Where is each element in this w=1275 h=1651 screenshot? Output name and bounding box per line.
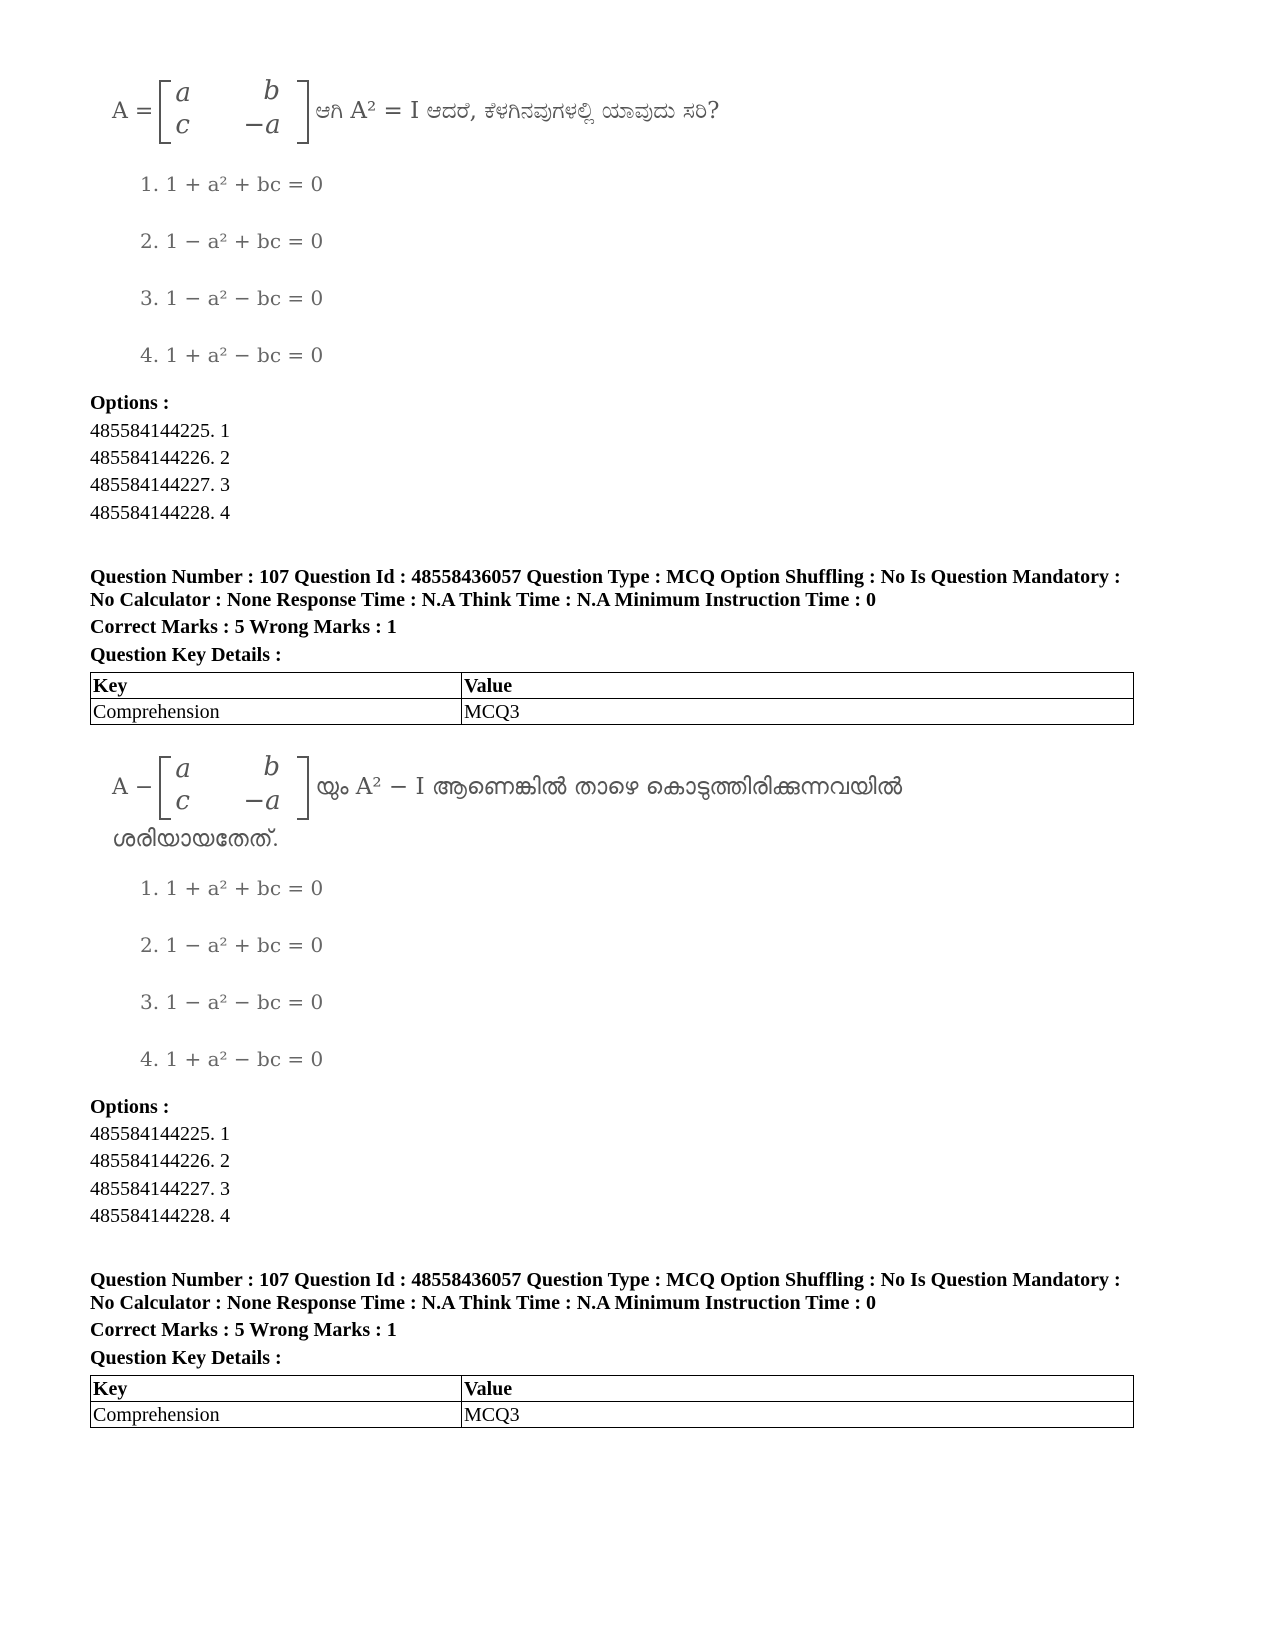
marks-line: Correct Marks : 5 Wrong Marks : 1 — [90, 616, 397, 638]
choice-3: 3. 1 − a² − bc = 0 — [140, 286, 324, 310]
matrix-label: A − — [112, 774, 154, 800]
option-line: 485584144228. 4 — [90, 1205, 230, 1227]
statement-text-continued: ശരിയായതേത്. — [112, 826, 279, 851]
question-image-malayalam — [112, 752, 1012, 852]
marks-line: Correct Marks : 5 Wrong Marks : 1 — [90, 1319, 397, 1341]
options-heading: Options : — [90, 392, 170, 414]
choice-4: 4. 1 + a² − bc = 0 — [140, 1047, 324, 1071]
header-value: Value — [462, 673, 1134, 699]
choice-4: 4. 1 + a² − bc = 0 — [140, 343, 324, 367]
choice-1: 1. 1 + a² + bc = 0 — [140, 172, 324, 196]
matrix-cell-d: −a — [243, 786, 281, 816]
key-details-table — [90, 672, 1134, 725]
table-row — [91, 1402, 1134, 1428]
question-statement — [112, 752, 1012, 822]
choice-3: 3. 1 − a² − bc = 0 — [140, 990, 324, 1014]
meta-line-2: No Calculator : None Response Time : N.A Think Time : N.A Minimum Instruction Time : 0 — [90, 1292, 876, 1314]
header-value: Value — [462, 1376, 1134, 1402]
table-header-row — [91, 673, 1134, 699]
question-image-kannada — [112, 76, 1012, 146]
header-key: Key — [91, 673, 462, 699]
matrix-cell-b: b — [263, 752, 280, 782]
table-row — [91, 699, 1134, 725]
choice-2: 2. 1 − a² + bc = 0 — [140, 933, 324, 957]
matrix-cell-d: −a — [243, 110, 281, 140]
option-line: 485584144225. 1 — [90, 1123, 230, 1145]
statement-text: ಆಗಿ A² = I ಆದರೆ, ಕೆಳಗಿನವುಗಳಲ್ಲಿ ಯಾವುದು ಸರಿ? — [315, 98, 720, 124]
matrix-cell-c: c — [175, 786, 190, 816]
statement-text: യും A² − I ആണെങ്കിൽ താഴെ കൊടുത്തിരിക്കുന്നവയിൽ — [315, 774, 903, 800]
option-line: 485584144227. 3 — [90, 1178, 230, 1200]
key-details-label: Question Key Details : — [90, 644, 282, 666]
question-meta — [90, 566, 1170, 612]
cell-key: Comprehension — [91, 699, 462, 725]
matrix — [159, 752, 309, 818]
table-header-row — [91, 1376, 1134, 1402]
header-key: Key — [91, 1376, 462, 1402]
cell-value: MCQ3 — [462, 1402, 1134, 1428]
key-details-label: Question Key Details : — [90, 1347, 282, 1369]
matrix-cell-a: a — [175, 754, 191, 784]
cell-key: Comprehension — [91, 1402, 462, 1428]
matrix-cell-a: a — [175, 78, 191, 108]
matrix-label: A = — [112, 98, 154, 124]
meta-line-1: Question Number : 107 Question Id : 48558436057 Question Type : MCQ Option Shuffling : No Is Question Mandatory : — [90, 566, 1121, 588]
options-heading: Options : — [90, 1096, 170, 1118]
cell-value: MCQ3 — [462, 699, 1134, 725]
matrix-cell-c: c — [175, 110, 190, 140]
matrix-cell-b: b — [263, 76, 280, 106]
key-details-table — [90, 1375, 1134, 1428]
option-line: 485584144228. 4 — [90, 502, 230, 524]
meta-line-1: Question Number : 107 Question Id : 48558436057 Question Type : MCQ Option Shuffling : No Is Question Mandatory : — [90, 1269, 1121, 1291]
question-statement — [112, 76, 1012, 146]
choice-2: 2. 1 − a² + bc = 0 — [140, 229, 324, 253]
matrix — [159, 76, 309, 142]
choice-1: 1. 1 + a² + bc = 0 — [140, 876, 324, 900]
option-line: 485584144226. 2 — [90, 447, 230, 469]
question-meta — [90, 1269, 1170, 1315]
option-line: 485584144225. 1 — [90, 420, 230, 442]
option-line: 485584144227. 3 — [90, 474, 230, 496]
option-line: 485584144226. 2 — [90, 1150, 230, 1172]
meta-line-2: No Calculator : None Response Time : N.A Think Time : N.A Minimum Instruction Time : 0 — [90, 589, 876, 611]
